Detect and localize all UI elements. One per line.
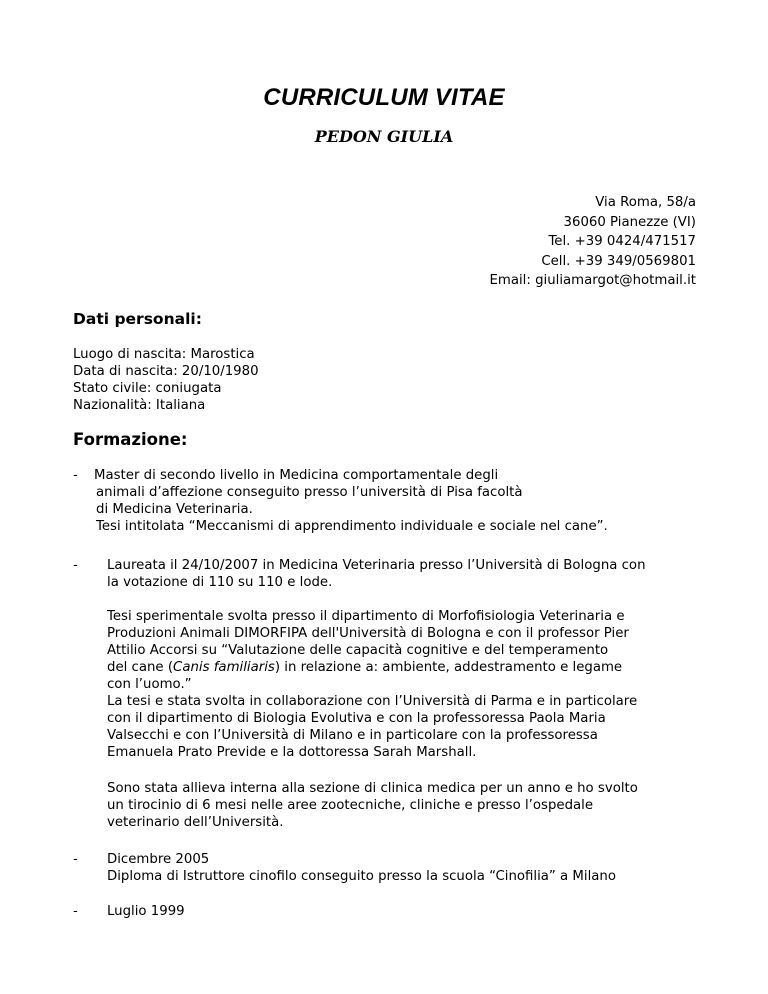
formazione-master xyxy=(94,467,608,535)
laurea-line: Laureata il 24/10/2007 in Medicina Veterinaria presso l’Università di Bologna con xyxy=(107,558,646,573)
address-block xyxy=(489,193,696,291)
tesi-line: La tesi e stata svolta in collaborazione con l’Università di Parma e in particolare xyxy=(107,694,638,709)
allieva-line: Sono stata allieva interna alla sezione di clinica medica per un anno e ho svolto xyxy=(107,781,638,796)
personal-line-birthplace: Luogo di nascita: Marostica xyxy=(73,347,255,362)
address-cell: Cell. +39 349/0569801 xyxy=(541,253,696,269)
bullet-dash: - xyxy=(73,558,78,573)
tesi-text: del cane ( xyxy=(107,660,174,675)
formazione-allieva xyxy=(107,780,638,831)
tesi-text: ) in relazione a: ambiente, addestramento e legame xyxy=(274,660,623,675)
personal-line-civil-status: Stato civile: coniugata xyxy=(73,381,222,396)
formazione-istruttore xyxy=(107,851,616,885)
master-line: animali d’affezione conseguito presso l’università di Pisa facoltà xyxy=(96,485,523,500)
allieva-line: veterinario dell’Università. xyxy=(107,815,284,830)
tesi-line: Tesi sperimentale svolta presso il dipartimento di Morfofisiologia Veterinaria e xyxy=(107,609,625,624)
tesi-line: con l’uomo.” xyxy=(107,677,192,692)
tesi-line: Valsecchi e con l’Università di Milano e in particolare con la professoressa xyxy=(107,728,598,743)
tesi-line xyxy=(107,659,637,676)
personal-line-birthdate: Data di nascita: 20/10/1980 xyxy=(73,364,259,379)
address-street: Via Roma, 58/a xyxy=(595,195,696,210)
formazione-tesi xyxy=(107,608,637,761)
personal-data xyxy=(73,346,259,414)
laurea-line: la votazione di 110 su 110 e lode. xyxy=(107,575,333,590)
istruttore-desc: Diploma di Istruttore cinofilo conseguito presso la scuola “Cinofilia” a Milano xyxy=(107,869,616,884)
bullet-dash: - xyxy=(73,468,78,483)
tesi-line: Attilio Accorsi su “Valutazione delle capacità cognitive e del temperamento xyxy=(107,643,609,658)
address-city: 36060 Pianezze (VI) xyxy=(563,214,696,230)
address-tel: Tel. +39 0424/471517 xyxy=(548,234,696,250)
master-line: di Medicina Veterinaria. xyxy=(96,502,253,517)
person-name: PEDON GIULIA xyxy=(314,127,454,146)
bullet-dash: - xyxy=(73,904,78,919)
address-email: Email: giuliamargot@hotmail.it xyxy=(489,273,696,289)
master-line: Master di secondo livello in Medicina comportamentale degli xyxy=(94,468,499,483)
document-title: CURRICULUM VITAE xyxy=(263,84,505,111)
luglio-date: Luglio 1999 xyxy=(107,904,185,919)
tesi-line: con il dipartimento di Biologia Evolutiva e con la professoressa Paola Maria xyxy=(107,711,606,726)
section-heading-personal: Dati personali: xyxy=(73,310,202,328)
istruttore-date: Dicembre 2005 xyxy=(107,852,210,867)
allieva-line: un tirocinio di 6 mesi nelle aree zootecniche, cliniche e presso l’ospedale xyxy=(107,798,594,813)
master-line: Tesi intitolata “Meccanismi di apprendimento individuale e sociale nel cane”. xyxy=(96,519,608,534)
personal-line-nationality: Nazionalità: Italiana xyxy=(73,398,206,413)
tesi-line: Emanuela Prato Previde e la dottoressa Sarah Marshall. xyxy=(107,745,477,760)
bullet-dash: - xyxy=(73,852,78,867)
formazione-laurea xyxy=(107,557,646,591)
section-heading-formazione: Formazione: xyxy=(73,430,188,449)
species-name: Canis familiaris xyxy=(173,660,275,675)
tesi-line: Produzioni Animali DIMORFIPA dell'Università di Bologna e con il professor Pier xyxy=(107,626,629,641)
formazione-luglio xyxy=(107,903,185,920)
